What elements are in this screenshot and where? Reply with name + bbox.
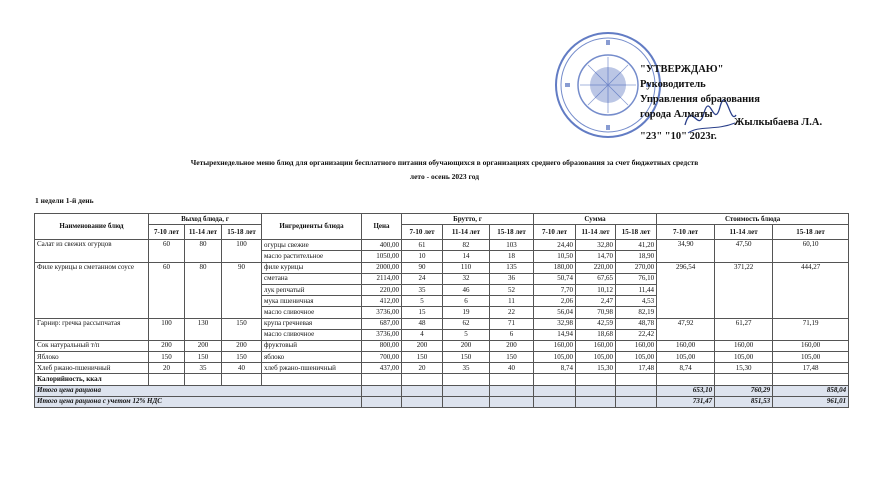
calorie-label: Калорийность, ккал [35,374,149,385]
output-cell: 80 [185,262,222,318]
price-cell: 687,00 [362,318,402,329]
cost-cell: 160,00 [657,340,715,351]
output-cell: 80 [185,240,222,262]
sum-cell: 160,00 [576,340,616,351]
sum-cell: 105,00 [534,352,576,363]
dish-name: Филе курицы в сметанном соусе [35,262,149,318]
calorie-row [35,374,849,385]
ingredient-cell: сметана [262,273,362,284]
total-vat-cell: 731,47 [657,396,715,407]
cost-cell: 47,92 [657,318,715,340]
cost-cell: 61,27 [715,318,773,340]
output-cell: 100 [222,240,262,262]
table-row [35,262,849,273]
dish-name: Хлеб ржано-пшеничный [35,363,149,374]
document-title: Четырехнедельное меню блюд для организации бесплатного питания обучающихся в организациях среднего образования за счет бюджетных средств [190,158,699,167]
output-cell: 60 [149,262,185,318]
price-cell: 220,00 [362,284,402,295]
approval-date: "23" "10" 2023г. [640,131,717,142]
brutto-cell: 110 [443,262,490,273]
table-row [35,340,849,351]
output-cell: 20 [149,363,185,374]
sum-cell: 180,00 [534,262,576,273]
sum-cell: 17,48 [616,363,657,374]
brutto-cell: 103 [490,240,534,251]
table-row [35,318,849,329]
sum-cell: 105,00 [576,352,616,363]
header-age: 11-14 лет [443,225,490,240]
menu-table [34,213,849,408]
header-brutto: Брутто, г [402,214,534,225]
sum-cell: 160,00 [616,340,657,351]
approval-position: Руководитель [640,79,706,90]
output-cell: 150 [149,352,185,363]
sum-cell: 42,59 [576,318,616,329]
total-cell: 760,29 [715,385,773,396]
table-row [35,240,849,251]
brutto-cell: 200 [443,340,490,351]
sum-cell: 10,50 [534,251,576,262]
cost-cell: 105,00 [657,352,715,363]
brutto-cell: 20 [402,363,443,374]
cost-cell: 15,30 [715,363,773,374]
sum-cell: 67,65 [576,273,616,284]
header-dish: Наименование блюд [35,214,149,240]
ingredient-cell: фруктовый [262,340,362,351]
brutto-cell: 200 [490,340,534,351]
brutto-cell: 6 [443,296,490,307]
header-age: 7-10 лет [402,225,443,240]
sum-cell: 2,47 [576,296,616,307]
cost-cell: 34,90 [657,240,715,262]
price-cell: 700,00 [362,352,402,363]
sum-cell: 50,74 [534,273,576,284]
sum-cell: 70,98 [576,307,616,318]
brutto-cell: 71 [490,318,534,329]
price-cell: 2114,00 [362,273,402,284]
output-cell: 90 [222,262,262,318]
brutto-cell: 4 [402,329,443,340]
output-cell: 200 [185,340,222,351]
week-label: 1 недели 1-й день [35,196,94,205]
sum-cell: 11,44 [616,284,657,295]
sum-cell: 18,90 [616,251,657,262]
brutto-cell: 48 [402,318,443,329]
sum-cell: 32,80 [576,240,616,251]
sum-cell: 220,00 [576,262,616,273]
brutto-cell: 52 [490,284,534,295]
sum-cell: 105,00 [616,352,657,363]
cost-cell: 371,22 [715,262,773,318]
sum-cell: 41,20 [616,240,657,251]
output-cell: 35 [185,363,222,374]
ingredient-cell: масло сливочное [262,329,362,340]
ingredient-cell: хлеб ржано-пшеничный [262,363,362,374]
table-row [35,352,849,363]
table-row [35,363,849,374]
ingredient-cell: крупа гречневая [262,318,362,329]
brutto-cell: 5 [402,296,443,307]
price-cell: 3736,00 [362,329,402,340]
total-label: Итого цена рациона [35,385,362,396]
sum-cell: 82,19 [616,307,657,318]
price-cell: 1050,00 [362,251,402,262]
brutto-cell: 15 [402,307,443,318]
sum-cell: 56,04 [534,307,576,318]
cost-cell: 47,50 [715,240,773,262]
header-age: 7-10 лет [534,225,576,240]
header-cost: Стоимость блюда [657,214,849,225]
header-age: 7-10 лет [657,225,715,240]
header-age: 15-18 лет [222,225,262,240]
output-cell: 150 [185,352,222,363]
sum-cell: 270,00 [616,262,657,273]
output-cell: 60 [149,240,185,262]
sum-cell: 18,68 [576,329,616,340]
brutto-cell: 46 [443,284,490,295]
sum-cell: 2,06 [534,296,576,307]
ingredient-cell: мука пшеничная [262,296,362,307]
sum-cell: 32,98 [534,318,576,329]
brutto-cell: 61 [402,240,443,251]
price-cell: 400,00 [362,240,402,251]
sum-cell: 22,42 [616,329,657,340]
header-price: Цена [362,214,402,240]
brutto-cell: 32 [443,273,490,284]
document-season: лето - осень 2023 год [409,172,480,181]
price-cell: 2000,00 [362,262,402,273]
approval-block [640,62,760,122]
sum-cell: 160,00 [534,340,576,351]
total-cell: 653,10 [657,385,715,396]
header-ingredients: Ингредиенты блюда [262,214,362,240]
brutto-cell: 11 [490,296,534,307]
dish-name: Яблоко [35,352,149,363]
header-sum: Сумма [534,214,657,225]
header-age: 7-10 лет [149,225,185,240]
brutto-cell: 18 [490,251,534,262]
sum-cell: 48,78 [616,318,657,329]
approval-city: города Алматы [640,109,713,120]
ingredient-cell: лук репчатый [262,284,362,295]
ingredient-cell: масло растительное [262,251,362,262]
cost-cell: 105,00 [715,352,773,363]
output-cell: 130 [185,318,222,340]
output-cell: 200 [149,340,185,351]
brutto-cell: 5 [443,329,490,340]
total-vat-cell: 961,01 [773,396,849,407]
cost-cell: 160,00 [773,340,849,351]
sum-cell: 14,70 [576,251,616,262]
header-age: 15-18 лет [616,225,657,240]
sum-cell: 7,70 [534,284,576,295]
total-cell: 858,04 [773,385,849,396]
output-cell: 150 [222,352,262,363]
brutto-cell: 6 [490,329,534,340]
total-vat-label: Итого цена рациона с учетом 12% НДС [35,396,362,407]
price-cell: 3736,00 [362,307,402,318]
sum-cell: 15,30 [576,363,616,374]
price-cell: 412,00 [362,296,402,307]
brutto-cell: 40 [490,363,534,374]
approval-name: Жылкыбаева Л.А. [734,117,823,128]
cost-cell: 105,00 [773,352,849,363]
price-cell: 437,00 [362,363,402,374]
total-vat-row [35,396,849,407]
cost-cell: 296,54 [657,262,715,318]
brutto-cell: 14 [443,251,490,262]
header-age: 15-18 лет [490,225,534,240]
brutto-cell: 90 [402,262,443,273]
output-cell: 200 [222,340,262,351]
cost-cell: 17,48 [773,363,849,374]
total-row [35,385,849,396]
output-cell: 40 [222,363,262,374]
brutto-cell: 24 [402,273,443,284]
output-cell: 100 [149,318,185,340]
price-cell: 800,00 [362,340,402,351]
brutto-cell: 82 [443,240,490,251]
header-age: 11-14 лет [185,225,222,240]
ingredient-cell: масло сливочное [262,307,362,318]
dish-name: Салат из свежих огурцов [35,240,149,262]
sum-cell: 14,94 [534,329,576,340]
approval-title: "УТВЕРЖДАЮ" [640,64,724,75]
cost-cell: 8,74 [657,363,715,374]
header-output: Выход блюда, г [149,214,262,225]
brutto-cell: 150 [402,352,443,363]
output-cell: 150 [222,318,262,340]
approval-department: Управления образования [640,94,760,105]
cost-cell: 71,19 [773,318,849,340]
header-age: 11-14 лет [715,225,773,240]
brutto-cell: 35 [443,363,490,374]
brutto-cell: 200 [402,340,443,351]
dish-name: Гарнир: гречка рассыпчатая [35,318,149,340]
ingredient-cell: яблоко [262,352,362,363]
dish-name: Сок натуральный т/п [35,340,149,351]
total-vat-cell: 851,53 [715,396,773,407]
brutto-cell: 10 [402,251,443,262]
brutto-cell: 62 [443,318,490,329]
header-age: 15-18 лет [773,225,849,240]
ingredient-cell: филе курицы [262,262,362,273]
header-age: 11-14 лет [576,225,616,240]
brutto-cell: 35 [402,284,443,295]
brutto-cell: 150 [490,352,534,363]
brutto-cell: 135 [490,262,534,273]
cost-cell: 60,10 [773,240,849,262]
sum-cell: 8,74 [534,363,576,374]
ingredient-cell: огурцы свежие [262,240,362,251]
brutto-cell: 22 [490,307,534,318]
cost-cell: 444,27 [773,262,849,318]
brutto-cell: 150 [443,352,490,363]
sum-cell: 24,40 [534,240,576,251]
cost-cell: 160,00 [715,340,773,351]
brutto-cell: 36 [490,273,534,284]
brutto-cell: 19 [443,307,490,318]
sum-cell: 10,12 [576,284,616,295]
sum-cell: 76,10 [616,273,657,284]
sum-cell: 4,53 [616,296,657,307]
